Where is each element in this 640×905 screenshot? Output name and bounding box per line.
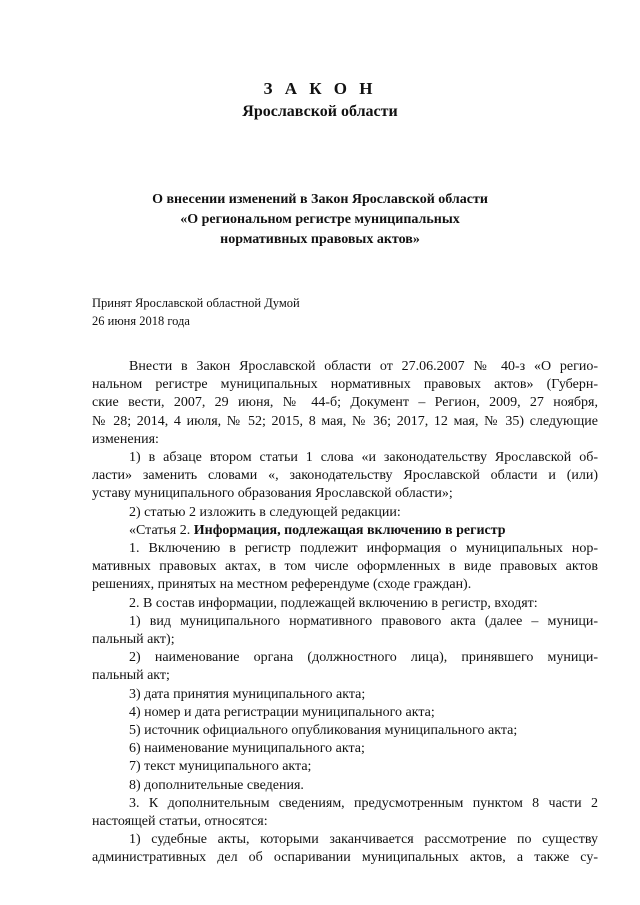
body-line: 5) источник официального опубликования муниципального акта;	[129, 722, 518, 738]
body-line: 1. Включению в регистр подлежит информация о муниципальных нор-	[129, 540, 598, 556]
body-line: пальный акт);	[92, 631, 175, 647]
body-line: изменения:	[92, 431, 159, 447]
body-line: уставу муниципального образования Ярославской области»;	[92, 486, 453, 502]
body-line: решениях, принятых на местном референдуме (сходе граждан).	[92, 577, 472, 593]
law-region: Ярославской области	[242, 103, 398, 120]
body-line: 1) судебные акты, которыми заканчивается рассмотрение по существу	[129, 832, 598, 848]
body-line: ласти» заменить словами «, законодательству Ярославской области и (или)	[92, 468, 598, 484]
body-line: № 28; 2014, 4 июля, № 52; 2015, 8 мая, № 36; 2017, 12 мая, № 35) следующие	[92, 413, 598, 429]
body-line: настоящей статьи, относятся:	[92, 813, 268, 829]
law-title: З А К О Н	[263, 79, 377, 98]
subject-line: нормативных правовых актов»	[220, 232, 420, 247]
article-heading	[92, 522, 598, 540]
body-line: Внести в Закон Ярославской области от 27.06.2007 № 40-з «О регио-	[129, 359, 598, 374]
body-line: 1) в абзаце втором статьи 1 слова «и законодательству Ярославской об-	[129, 449, 598, 465]
law-body	[92, 358, 598, 867]
adoption-block	[92, 294, 300, 330]
law-subject	[0, 190, 640, 250]
body-line: 6) наименование муниципального акта;	[129, 741, 365, 757]
body-line: 4) номер и дата регистрации муниципального акта;	[129, 704, 435, 720]
body-line: нальном регистре муниципальных нормативных правовых актов» (Губерн-	[92, 377, 598, 393]
adopted-by: Принят Ярославской областной Думой	[92, 296, 300, 310]
body-line: 2. В состав информации, подлежащей включению в регистр, входят:	[129, 595, 538, 611]
body-line: административных дел об оспаривании муниципальных актов, а также су-	[92, 850, 598, 866]
article-title: Информация, подлежащая включению в регистр	[193, 522, 506, 538]
article-number: «Статья 2.	[129, 522, 194, 538]
body-line: пальный акт;	[92, 668, 170, 684]
body-line: 3. К дополнительным сведениям, предусмотренным пунктом 8 части 2	[129, 795, 598, 811]
subject-line: О внесении изменений в Закон Ярославской области	[152, 192, 488, 207]
adoption-date: 26 июня 2018 года	[92, 314, 190, 328]
body-line: 2) наименование органа (должностного лица), принявшего муници-	[129, 650, 598, 666]
subject-line: «О региональном регистре муниципальных	[180, 212, 460, 227]
body-line: 2) статью 2 изложить в следующей редакции:	[129, 504, 401, 520]
body-line: 1) вид муниципального нормативного правового акта (далее – муници-	[129, 613, 598, 629]
body-line: 8) дополнительные сведения.	[129, 777, 304, 793]
body-line: мативных правовых актах, в том числе оформленных в виде правовых актов	[92, 559, 598, 575]
body-line: ские вести, 2007, 29 июня, № 44-б; Документ – Регион, 2009, 27 ноября,	[92, 395, 598, 411]
body-line: 7) текст муниципального акта;	[129, 759, 312, 775]
body-line: 3) дата принятия муниципального акта;	[129, 686, 366, 702]
